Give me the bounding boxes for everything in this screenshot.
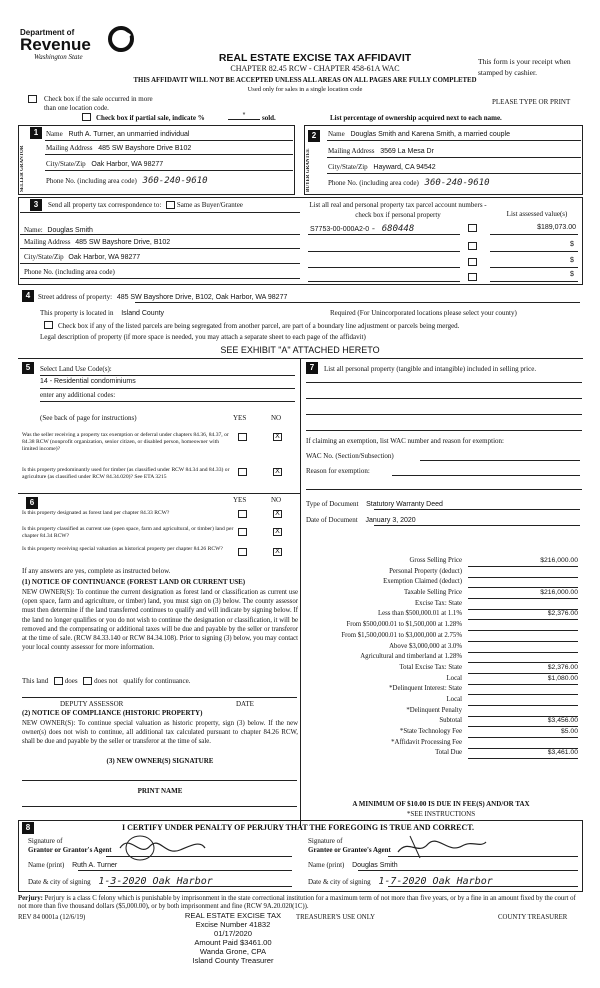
tax-row-value[interactable] — [468, 643, 578, 653]
any-yes-note: If any answers are yes, complete as instructed below. — [22, 567, 171, 575]
tax-row — [300, 728, 582, 739]
tax-row — [300, 600, 582, 611]
wac-field[interactable] — [420, 460, 580, 461]
tax-row-label: Total Due — [435, 749, 462, 757]
personal-property-label: List all personal property (tangible and intangible) included in selling price. — [324, 365, 537, 373]
same-as-buyer-label: Same as Buyer/Grantee — [176, 201, 243, 209]
stamp-line: Excise Number 41832 — [195, 920, 271, 929]
tax-row-label: Taxable Selling Price — [403, 589, 462, 597]
tax-row-value[interactable]: $2,376.00 — [468, 664, 578, 674]
section-1-number: 1 — [30, 127, 42, 139]
assessed-dollar-2: $ — [570, 241, 574, 248]
buyer-phone-row — [328, 178, 490, 188]
tax-row — [300, 578, 582, 589]
segregated-checkbox[interactable] — [44, 321, 53, 329]
street-row — [38, 293, 287, 301]
sec6-question-3: Is this property receiving special valuation as historical property per chapter 84.26 RCW? — [22, 546, 223, 552]
logo-state: Washington State — [34, 53, 83, 61]
tax-row-label: Subtotal — [439, 717, 462, 725]
does-checkbox[interactable] — [54, 677, 63, 685]
buyer-city-field[interactable]: Hayward, CA 94542 — [373, 164, 436, 171]
tax-row — [300, 696, 582, 707]
see-instructions-note: *SEE INSTRUCTIONS — [406, 810, 476, 818]
does-not-checkbox[interactable] — [83, 677, 92, 685]
county-field[interactable]: Island County — [121, 310, 165, 317]
print-name-line[interactable] — [22, 806, 297, 807]
new-owner-signature-line[interactable] — [22, 780, 297, 781]
sec6-no-header: NO — [271, 496, 282, 504]
tax-row — [300, 653, 582, 664]
single-location-note: Used only for sales in a single location code — [247, 86, 363, 93]
seller-address-field[interactable]: 485 SW Bayshore Drive B102 — [98, 145, 192, 152]
this-land-row — [22, 677, 190, 685]
qualify-label: qualify for continuance. — [123, 677, 191, 685]
buyer-address-row — [328, 147, 434, 155]
segregated-label: Check box if any of the listed parcels are being segregated from another parcel, are part of a boundary line adjustment or parcels being merged. — [58, 322, 460, 330]
seller-name-row — [46, 130, 292, 138]
parcel-column-header: List all real and personal property tax parcel account numbers - check box if personal property — [309, 201, 487, 219]
minimum-fee-note: A MINIMUM OF $10.00 IS DUE IN FEE(S) AND/OR TAX — [352, 800, 530, 808]
stamp-line: Island County Treasurer — [192, 956, 274, 965]
corr-city-label: City/State/Zip — [24, 253, 64, 261]
tax-row-label: Personal Property (deduct) — [389, 567, 462, 575]
grantee-name-field[interactable]: Douglas Smith — [352, 862, 398, 869]
deputy-assessor-line[interactable] — [22, 697, 297, 698]
seller-address-label: Mailing Address — [46, 144, 93, 152]
assessed-column-header: List assessed value(s) — [506, 210, 568, 218]
seller-phone-row — [46, 176, 208, 186]
grantor-date-field[interactable]: 1-3-2020 Oak Harbor — [98, 876, 213, 887]
located-row — [40, 309, 164, 317]
sec6-yes-header: YES — [233, 496, 247, 504]
seller-name-label: Name — [46, 130, 63, 138]
tax-row-label: Excise Tax: State — [415, 599, 462, 607]
seller-side-label: SELLER GRANTOR — [20, 145, 25, 193]
tax-row-value[interactable]: $2,376.00 — [468, 610, 578, 620]
stamp-line: Amount Paid $3461.00 — [194, 938, 272, 947]
street-label: Street address of property: — [38, 293, 113, 301]
tax-row-value[interactable]: $1,080.00 — [468, 675, 578, 685]
form-chapter: CHAPTER 82.45 RCW - CHAPTER 458-61A WAC — [230, 64, 400, 73]
tax-row — [300, 568, 582, 579]
buyer-city-label: City/State/Zip — [328, 163, 368, 171]
tax-row — [300, 557, 582, 568]
sec6-q1-no[interactable]: X — [273, 510, 282, 518]
grantor-name-field[interactable]: Ruth A. Turner — [72, 862, 118, 869]
dor-swirl-icon — [108, 26, 134, 52]
partial-sale-percent[interactable]: * — [228, 112, 260, 120]
sec6-question-1: Is this property designated as forest land per chapter 84.33 RCW? — [22, 510, 170, 516]
tax-row-label: From $1,500,000.01 to $3,000,000 at 2.75% — [341, 631, 462, 639]
sec5-question-1: Was the seller receiving a property tax exemption or deferral under chapters 84.36, 84.37, or 84.38 RCW (nonprofit organization, senior citizen, or disabled person, homeowner with limited income)? — [22, 432, 229, 452]
tax-row-value[interactable]: $3,461.00 — [468, 749, 578, 759]
treasurer-use-label: TREASURER'S USE ONLY — [296, 914, 376, 921]
percent-list-note: List percentage of ownership acquired next to each name. — [330, 114, 502, 122]
tax-row-value[interactable]: $3,456.00 — [468, 717, 578, 727]
compliance-text: NEW OWNER(S): To continue special valuation as historic property, sign (3) below. If the new owner(s) does not wish to continue, all additional tax calculated pursuant to chapter 84.26 RCW, shall be due and payable by the seller or transferor at the time of sale. — [22, 720, 298, 746]
exemption-label: If claiming an exemption, list WAC number and reason for exemption: — [306, 437, 504, 445]
accept-notice: THIS AFFIDAVIT WILL NOT BE ACCEPTED UNLESS ALL AREAS ON ALL PAGES ARE FULLY COMPLETED — [133, 77, 477, 84]
grantee-name-row — [308, 861, 398, 869]
tax-row — [300, 610, 582, 621]
tax-row — [300, 632, 582, 643]
tax-row — [300, 643, 582, 654]
doc-date-row — [306, 516, 416, 524]
seller-city-label: City/State/Zip — [46, 160, 86, 168]
continuance-title: (1) NOTICE OF CONTINUANCE (FOREST LAND OR CURRENT USE) — [22, 578, 246, 586]
tax-row — [300, 749, 582, 760]
tax-row-value[interactable] — [468, 600, 578, 610]
does-not-label: does not — [94, 677, 118, 685]
tax-row-value[interactable] — [468, 621, 578, 631]
buyer-phone-field[interactable]: 360-240-9610 — [424, 178, 490, 188]
tax-row-label: Local — [446, 674, 462, 682]
corr-city-row — [24, 253, 140, 261]
buyer-side-label: BUYER GRANTEE — [306, 148, 311, 193]
additional-codes-label: enter any additional codes: — [40, 391, 116, 399]
sec6-q3-yes[interactable] — [238, 548, 247, 556]
county-treasurer-label: COUNTY TREASURER — [498, 914, 568, 921]
tax-row-value[interactable] — [468, 707, 578, 717]
parcel-row-1 — [310, 224, 414, 234]
sec5-q1-yes[interactable] — [238, 433, 247, 441]
sec6-question-2: Is this property classified as current use (open space, farm and agricultural, or timber) land per chapter 84.34 RCW? — [22, 526, 234, 539]
compliance-title: (2) NOTICE OF COMPLIANCE (HISTORIC PROPERTY) — [22, 709, 203, 717]
buyer-name-row — [328, 130, 510, 138]
tax-row-label: Less than $500,000.01 at 1.1% — [377, 610, 462, 618]
doc-type-row — [306, 500, 443, 508]
form-revision: REV 84 0001a (12/6/19) — [18, 914, 86, 921]
tax-row — [300, 675, 582, 686]
stamp-line: 01/17/2020 — [213, 929, 252, 938]
tax-row-value[interactable]: $216,000.00 — [468, 557, 578, 567]
tax-row — [300, 739, 582, 750]
tax-row — [300, 685, 582, 696]
corr-address-label: Mailing Address — [24, 238, 71, 246]
seller-phone-field[interactable]: 360-240-9610 — [142, 176, 208, 186]
section-3-number: 3 — [30, 199, 42, 211]
grantor-name-row — [28, 861, 117, 869]
county-required-note: Required (For Unincorporated locations please select your county) — [330, 309, 517, 317]
corr-city-field[interactable]: Oak Harbor, WA 98277 — [68, 254, 141, 261]
treasurer-stamp — [170, 911, 296, 965]
seller-phone-label: Phone No. (including area code) — [46, 177, 137, 185]
tax-row-label: Exemption Claimed (deduct) — [383, 578, 462, 586]
continuance-text: NEW OWNER(S): To continue the current designation as forest land or classification as current use (open space, farm and agriculture, or timber) land, you must sign on (3) below. The county assessor must then determine if the land transferred continues to qualify and will indicate by signing below. If the land no longer qualifies or you do not wish to continue the designation or classification, it will be removed and the compensating or additional taxes will be due and payable by the seller or transferor at the time of sale. (RCW 84.33.140 or RCW 84.34.108). Prior to signing (3) below, you may contact your local county assessor for more information. — [22, 589, 298, 652]
tax-row-label: Total Excise Tax: State — [399, 663, 462, 671]
tax-row-label: Gross Selling Price — [409, 557, 462, 564]
corr-phone-label: Phone No. (including area code) — [24, 268, 115, 276]
buyer-name-label: Name — [328, 130, 345, 138]
grantor-agent-label: Grantor or Grantor's Agent — [28, 846, 112, 854]
section-5-number: 5 — [22, 362, 34, 374]
doc-date-label: Date of Document — [306, 516, 358, 524]
tax-row-value[interactable] — [468, 632, 578, 642]
assessed-dollar-3: $ — [570, 257, 574, 264]
assessed-value-1[interactable]: $189,073.00 — [537, 224, 576, 231]
stamp-line: REAL ESTATE EXCISE TAX — [184, 911, 282, 920]
sec5-question-2: Is this property predominantly used for timber (as classified under RCW 84.34 and 84.33) or agriculture (as classified under RCW 84.34.020)? See ETA 3215 — [22, 467, 230, 480]
perjury-notice — [18, 895, 583, 911]
tax-row-label: *State Technology Fee — [399, 728, 462, 735]
seller-city-row — [46, 160, 163, 168]
corr-address-field[interactable]: 485 SW Bayshore Drive, B102 — [75, 239, 171, 246]
sec6-q1-yes[interactable] — [238, 510, 247, 518]
section-7-number: 7 — [306, 362, 318, 374]
logo-text: Revenue — [20, 35, 91, 54]
corr-name-field[interactable]: Douglas Smith — [47, 227, 93, 234]
seller-address-row — [46, 144, 191, 152]
buyer-city-row — [328, 163, 436, 171]
sec5-no-header: NO — [271, 414, 282, 422]
buyer-name-field[interactable]: Douglas Smith and Karena Smith, a married couple — [350, 131, 510, 138]
grantor-sig-label: Signature of — [28, 837, 63, 845]
tax-row-value[interactable] — [468, 568, 578, 578]
street-field[interactable]: 485 SW Bayshore Drive, B102, Oak Harbor, WA 98277 — [116, 294, 288, 301]
doc-type-field[interactable]: Statutory Warranty Deed — [366, 501, 443, 508]
corr-name-row: Name: Douglas Smith — [24, 226, 93, 234]
correspondence-label: Send all property tax correspondence to: — [48, 201, 162, 209]
doc-date-field[interactable]: January 3, 2020 — [365, 517, 416, 524]
grantee-date-label: Date & city of signing — [308, 878, 371, 886]
form-title: REAL ESTATE EXCISE TAX AFFIDAVIT — [218, 52, 412, 64]
type-print-note: PLEASE TYPE OR PRINT — [492, 98, 571, 106]
sec5-yes-header: YES — [233, 414, 247, 422]
partial-sale-label: Check box if partial sale, indicate % — [96, 114, 205, 122]
sold-label: sold. — [262, 114, 276, 122]
perjury-label: Perjury: — [18, 895, 43, 902]
seller-name-field[interactable]: Ruth A. Turner, an unmarried individual — [68, 131, 190, 138]
personal-property-checkbox-3[interactable] — [468, 258, 477, 266]
section-4-number: 4 — [22, 290, 34, 302]
located-label: This property is located in — [40, 309, 114, 317]
parcel-number-1[interactable]: S7753-00-000A2-0 — [310, 226, 370, 233]
personal-property-checkbox-2[interactable] — [468, 242, 477, 250]
tax-row-label: Above $3,000,000 at 3.0% — [389, 642, 462, 650]
grantee-agent-label: Grantee or Grantee's Agent — [308, 846, 391, 854]
sec6-q2-no[interactable]: X — [273, 528, 282, 536]
tax-row-value[interactable] — [468, 696, 578, 706]
tax-row-value[interactable] — [468, 685, 578, 695]
personal-property-checkbox-1[interactable] — [468, 224, 477, 232]
multi-location-label: Check box if the sale occurred in more than one location code. — [44, 95, 153, 112]
tax-row-value[interactable] — [468, 653, 578, 663]
buyer-phone-label: Phone No. (including area code) — [328, 179, 419, 187]
tax-calculation-table — [300, 557, 582, 760]
assessed-dollar-4: $ — [570, 271, 574, 278]
multi-location-checkbox[interactable] — [28, 95, 37, 103]
correspondence-row — [48, 201, 243, 209]
see-back-note: (See back of page for instructions) — [40, 414, 137, 422]
sec6-q2-yes[interactable] — [238, 528, 247, 536]
receipt-note: This form is your receipt when stamped by cashier. — [478, 57, 571, 77]
tax-row — [300, 589, 582, 600]
tax-row-label: *Affidavit Processing Fee — [391, 738, 462, 746]
buyer-address-label: Mailing Address — [328, 147, 375, 155]
wac-label: WAC No. (Section/Subsection) — [306, 452, 394, 460]
certify-statement: I CERTIFY UNDER PENALTY OF PERJURY THAT THE FOREGOING IS TRUE AND CORRECT. — [121, 823, 474, 832]
new-owner-signature-label: (3) NEW OWNER(S) SIGNATURE — [106, 757, 214, 765]
grantor-date-label: Date & city of signing — [28, 878, 91, 886]
partial-sale-checkbox[interactable] — [82, 113, 91, 121]
this-land-label: This land — [22, 677, 49, 685]
sec6-q3-no[interactable]: X — [273, 548, 282, 556]
tax-row-label: *Delinquent Interest: State — [389, 685, 462, 693]
stamp-line: Wanda Grone, CPA — [199, 947, 267, 956]
corr-address-row — [24, 238, 170, 246]
logo-dept: Department of — [20, 28, 75, 37]
grantee-sig-label: Signature of — [308, 837, 343, 845]
grantee-name-label: Name (print) — [308, 861, 345, 869]
buyer-address-field[interactable]: 3569 La Mesa Dr — [380, 148, 434, 155]
corr-name-label: Name — [24, 226, 41, 234]
does-label: does — [64, 677, 78, 685]
reason-label: Reason for exemption: — [306, 467, 370, 475]
legal-description-label: Legal description of property (if more space is needed, you may attach a separate sheet to each page of the affidavit) — [40, 333, 366, 341]
section-2-number: 2 — [308, 130, 320, 142]
tax-row-value[interactable] — [468, 578, 578, 588]
personal-property-checkbox-4[interactable] — [468, 273, 477, 281]
print-name-label: PRINT NAME — [137, 787, 183, 795]
tax-row — [300, 707, 582, 718]
sec5-q2-no[interactable]: X — [273, 468, 282, 476]
tax-row-label: Agricultural and timberland at 1.28% — [360, 653, 462, 661]
parcel-number-1-hand: - 680448 — [370, 224, 415, 234]
reason-field[interactable] — [392, 475, 580, 476]
dor-logo — [20, 28, 110, 61]
section-8-number: 8 — [22, 822, 34, 834]
tax-row-label: Local — [446, 695, 462, 703]
tax-row-value[interactable]: $216,000.00 — [468, 589, 578, 599]
tax-row-label: *Delinquent Penalty — [406, 706, 462, 714]
tax-row-value[interactable]: $5.00 — [468, 728, 578, 738]
land-use-label: Select Land Use Code(s): — [40, 365, 112, 373]
sec5-q1-no[interactable]: X — [273, 433, 282, 441]
legal-description-field[interactable]: SEE EXHIBIT "A" ATTACHED HERETO — [220, 345, 380, 355]
tax-row — [300, 621, 582, 632]
same-as-buyer-checkbox[interactable] — [166, 201, 175, 209]
tax-row — [300, 717, 582, 728]
land-use-code-field[interactable]: 14 - Residential condominiums — [40, 378, 136, 385]
perjury-text: Perjury is a class C felony which is punishable by imprisonment in the state correctional institution for a maximum term of not more than five years, or by a fine in an amount fixed by the court of not more than five thousand dollars ($5,000.00), or by both imprisonment and fine (RCW 9A.20.020(1C)). — [18, 895, 576, 910]
seller-city-field[interactable]: Oak Harbor, WA 98277 — [91, 161, 164, 168]
section-6-number: 6 — [26, 497, 38, 509]
sec5-q2-yes[interactable] — [238, 468, 247, 476]
tax-row-label: From $500,000.01 to $1,500,000 at 1.28% — [346, 621, 462, 629]
grantor-name-label: Name (print) — [28, 861, 65, 869]
doc-type-label: Type of Document — [306, 500, 359, 508]
deputy-date-label: DATE — [236, 700, 254, 708]
tax-row-value[interactable] — [468, 739, 578, 749]
grantee-date-field[interactable]: 1-7-2020 Oak Harbor — [378, 876, 493, 887]
deputy-assessor-label: DEPUTY ASSESSOR — [60, 700, 124, 708]
tax-row — [300, 664, 582, 675]
